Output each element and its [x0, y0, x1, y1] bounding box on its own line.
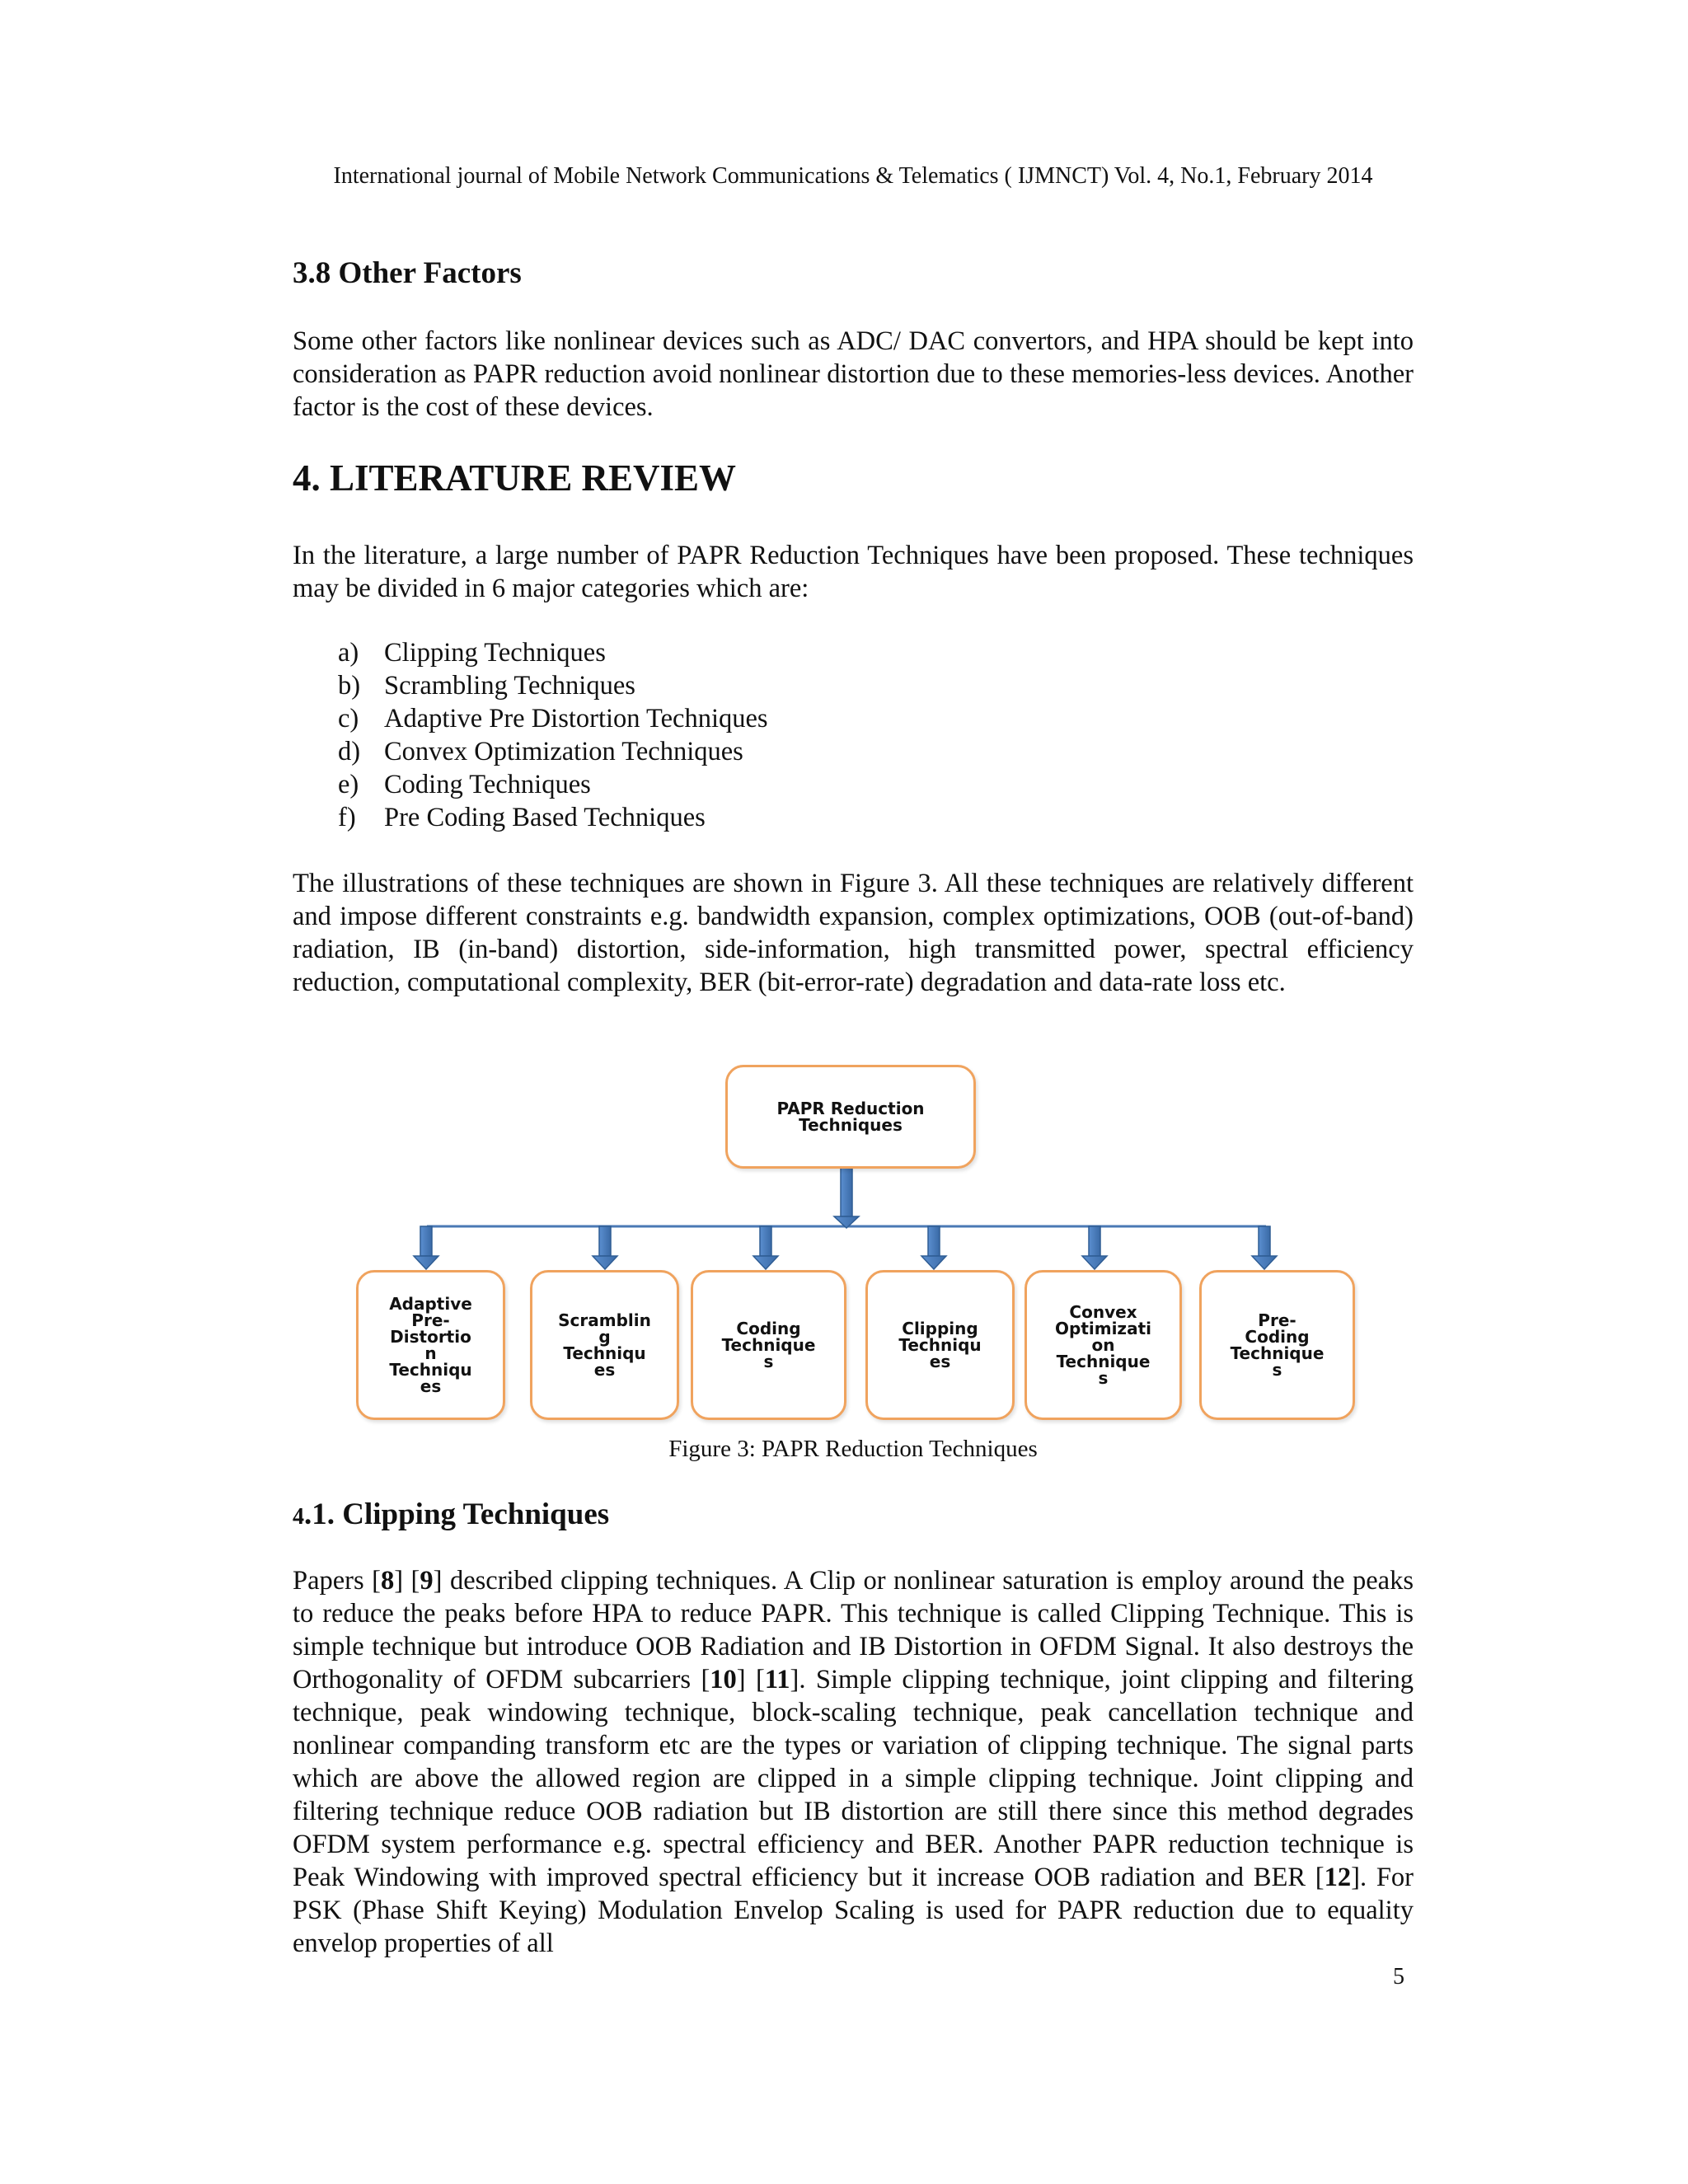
list-item — [338, 702, 768, 735]
child-down-arrows — [414, 1226, 1277, 1269]
down-arrow-icon — [1252, 1226, 1277, 1269]
node-coding: Coding Technique s — [691, 1270, 846, 1420]
list-label: Scrambling Techniques — [384, 671, 635, 701]
section-4-1-number: 4 — [293, 1504, 304, 1530]
citation-ref: 10 — [710, 1665, 737, 1694]
list-item — [338, 636, 768, 669]
running-header: International journal of Mobile Network Communications & Telematics ( IJMNCT) Vol. 4, No.1, February 2014 — [333, 163, 1373, 189]
list-label: Convex Optimization Techniques — [384, 737, 743, 766]
text-run: Papers [ — [293, 1566, 381, 1596]
down-arrow-icon — [593, 1226, 617, 1269]
text-run: ]. For PSK (Phase Shift Keying) Modulation Envelop Scaling is used for PAPR reduction due to equality envelop properties of all — [293, 1863, 1414, 1958]
illustration-paragraph: The illustrations of these techniques are shown in Figure 3. All these techniques are relatively different and impose different constraints e.g. bandwidth expansion, complex optimizations, OOB (out-of-band) radiation, IB (in-band) distortion, side-information, high transmitted power, spectral efficiency reduction, computational complexity, BER (bit-error-rate) degradation and data-rate loss etc. — [293, 869, 1414, 997]
section-4-title: 4. LITERATURE REVIEW — [293, 457, 737, 499]
citation-ref: 12 — [1324, 1863, 1352, 1892]
list-item — [338, 768, 768, 801]
section-4-1-title-text: .1. Clipping Techniques — [304, 1497, 610, 1531]
list-marker: e) — [338, 770, 359, 799]
list-label: Pre Coding Based Techniques — [384, 803, 706, 832]
section-4-intro: In the literature, a large number of PAPR Reduction Techniques have been proposed. These techniques may be divided in 6 major categories which are: — [293, 541, 1414, 603]
down-arrow-icon — [414, 1226, 438, 1269]
list-marker: d) — [338, 737, 361, 766]
citation-ref: 9 — [420, 1566, 434, 1596]
page-number: 5 — [1393, 1964, 1404, 1990]
section-4-1-title — [293, 1497, 609, 1532]
figure-caption: Figure 3: PAPR Reduction Techniques — [668, 1436, 1038, 1462]
node-convex-optimization: Convex Optimizati on Technique s — [1025, 1270, 1182, 1420]
section-3-8-title: 3.8 Other Factors — [293, 256, 522, 290]
node-scrambling: Scramblin g Techniqu es — [530, 1270, 679, 1420]
citation-ref: 11 — [764, 1665, 790, 1694]
node-pre-coding: Pre- Coding Technique s — [1199, 1270, 1355, 1420]
node-adaptive-pre-distortion: Adaptive Pre- Distortio n Techniqu es — [356, 1270, 505, 1420]
main-down-arrow — [834, 1167, 859, 1228]
citation-ref: 8 — [380, 1566, 395, 1596]
list-label: Clipping Techniques — [384, 638, 606, 668]
list-item — [338, 801, 768, 834]
list-label: Coding Techniques — [384, 770, 591, 799]
root-node-papr-reduction: PAPR Reduction Techniques — [725, 1065, 976, 1169]
list-marker: a) — [338, 638, 359, 668]
list-label: Adaptive Pre Distortion Techniques — [384, 704, 768, 733]
down-arrow-icon — [753, 1226, 778, 1269]
text-run: ] [ — [394, 1566, 420, 1596]
text-run: ] [ — [736, 1665, 765, 1694]
list-marker: b) — [338, 671, 361, 701]
text-run: ]. Simple clipping technique, joint clipping and filtering technique, peak windowing technique, block-scaling technique, peak cancellation technique and nonlinear companding transform etc are the types or variation of clipping technique. The signal parts which are above the allowed region are clipped in a simple clipping technique. Joint clipping and filtering technique reduce OOB radiation but IB distortion are still there since this method degrades OFDM system performance e.g. spectral efficiency and BER. Another PAPR reduction technique is Peak Windowing with improved spectral efficiency but it increase OOB radiation and BER [ — [293, 1665, 1414, 1892]
list-marker: c) — [338, 704, 359, 733]
text-run: ] described clipping techniques. A Clip or nonlinear saturation is employ around the peaks to reduce the peaks before HPA to reduce PAPR. This technique is called Clipping Technique. This is simple technique but introduce OOB Radiation and IB Distortion in OFDM Signal. It also destroys the Orthogonality of OFDM subcarriers [ — [293, 1566, 1414, 1694]
list-item — [338, 735, 768, 768]
section-3-8-body: Some other factors like nonlinear devices such as ADC/ DAC convertors, and HPA should be kept into consideration as PAPR reduction avoid nonlinear distortion due to these memories-less devices. Another factor is the cost of these devices. — [293, 326, 1414, 422]
down-arrow-icon — [1082, 1226, 1107, 1269]
list-marker: f) — [338, 803, 356, 832]
down-arrow-icon — [921, 1226, 946, 1269]
section-4-1-body — [293, 1564, 1414, 1960]
categories-list — [338, 636, 768, 834]
list-item — [338, 669, 768, 702]
node-clipping: Clipping Techniqu es — [865, 1270, 1015, 1420]
